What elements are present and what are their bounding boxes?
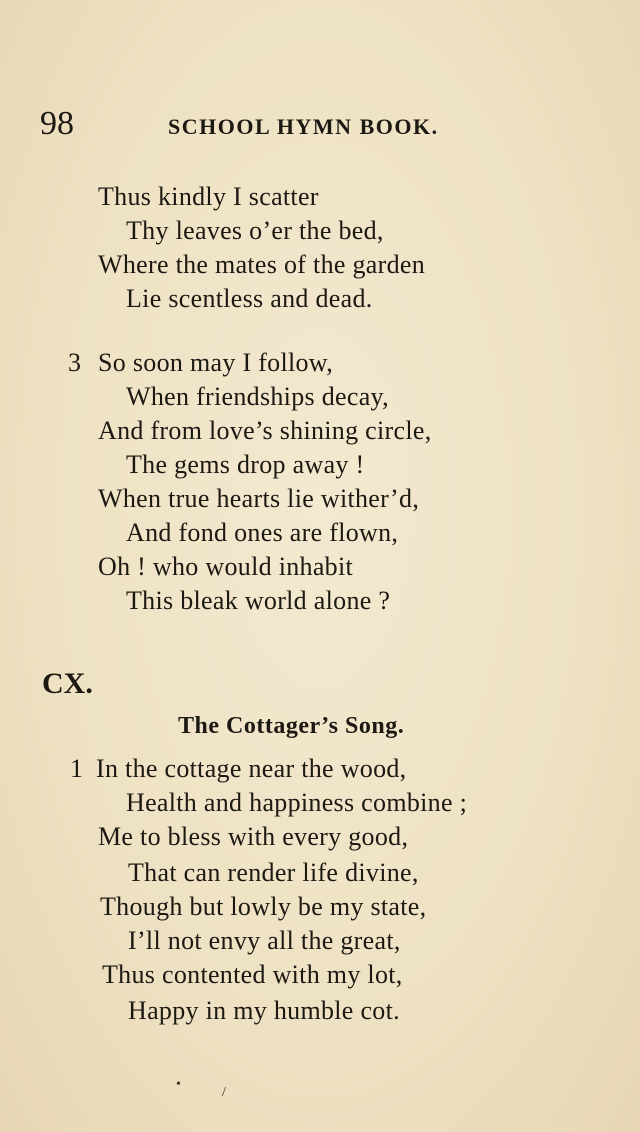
verse-line: Though but lowly be my state,	[100, 892, 427, 921]
page-number: 98	[40, 105, 74, 142]
verse-line: Lie scentless and dead.	[126, 284, 373, 313]
verse-line: When true hearts lie wither’d,	[98, 484, 420, 513]
verse-line: Happy in my humble cot.	[128, 996, 400, 1025]
verse-line: Health and happiness combine ;	[126, 788, 468, 817]
stanza-number: 3	[68, 348, 81, 377]
hymn-number: CX.	[42, 667, 93, 700]
stanza-number: 1	[70, 754, 83, 783]
verse-line: So soon may I follow,	[98, 348, 333, 377]
verse-line: This bleak world alone ?	[126, 586, 391, 615]
print-speck: /	[222, 1085, 226, 1100]
verse-line: Thus kindly I scatter	[98, 182, 319, 211]
print-speck: •	[176, 1077, 181, 1092]
verse-line: Oh ! who would inhabit	[98, 552, 354, 581]
running-title: SCHOOL HYMN BOOK.	[168, 114, 439, 139]
verse-line: Thy leaves o’er the bed,	[126, 216, 384, 245]
verse-line: That can render life divine,	[128, 858, 419, 887]
verse-line: And fond ones are flown,	[126, 518, 399, 547]
verse-line: When friendships decay,	[126, 382, 389, 411]
verse-line: I’ll not envy all the great,	[128, 926, 401, 955]
verse-line: Where the mates of the garden	[98, 250, 426, 279]
hymn-title: The Cottager’s Song.	[178, 713, 405, 739]
page-header	[40, 104, 600, 148]
verse-line: And from love’s shining circle,	[98, 416, 432, 445]
verse-line: Thus contented with my lot,	[102, 960, 403, 989]
verse-line: The gems drop away !	[126, 450, 365, 479]
verse-line: In the cottage near the wood,	[96, 754, 407, 783]
verse-line: Me to bless with every good,	[98, 822, 409, 851]
